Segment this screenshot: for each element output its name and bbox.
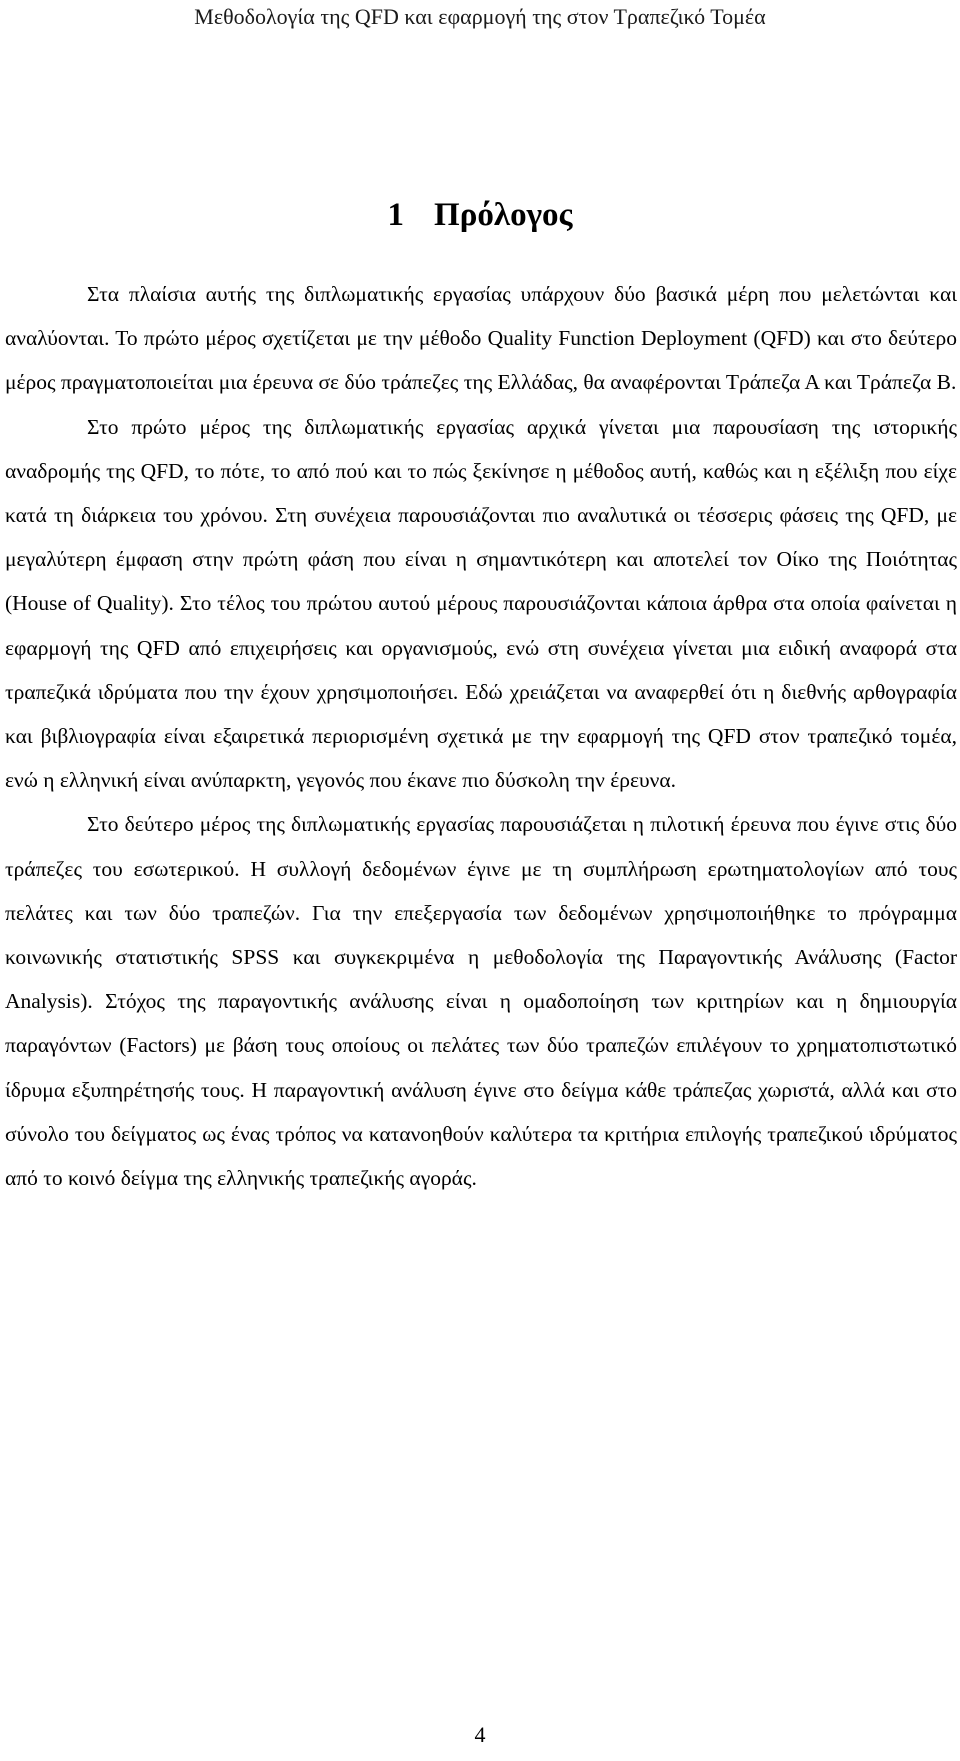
- running-header-title: Μεθοδολογία της QFD και εφαρμογή της στον Τραπεζικό Τομέα: [194, 4, 766, 29]
- chapter-title-text: Πρόλογος: [434, 197, 573, 233]
- paragraph-intro: Στα πλαίσια αυτής της διπλωματικής εργασίας υπάρχουν δύο βασικά μέρη που μελετώνται και αναλύονται. Το πρώτο μέρος σχετίζεται με την μέθοδο Quality Function Deployment (QFD) και στο δεύτερο μέρος πραγματοποιείται μια έρευνα σε δύο τράπεζες της Ελλάδας, θα αναφέρονται Τράπεζα Α και Τράπεζα Β.: [5, 282, 957, 395]
- chapter-title: [0, 193, 960, 237]
- page-number: [0, 1720, 960, 1750]
- chapter-number: 1: [387, 197, 405, 233]
- paragraph-part-one: Στο πρώτο μέρος της διπλωματικής εργασίας αρχικά γίνεται μια παρουσίαση της ιστορικής αναδρομής της QFD, το πότε, το από πού και το πώς ξεκίνησε η μέθοδος αυτή, καθώς και η εξέλιξη που είχε κατά τη διάρκεια του χρόνου. Στη συνέχεια παρουσιάζονται πιο αναλυτικά οι τέσσερις φάσεις της QFD, με μεγαλύτερη έμφαση στην πρώτη φάση που είναι η σημαντικότερη και αποτελεί τον Οίκο της Ποιότητας (House of Quality). Στο τέλος του πρώτου αυτού μέρους παρουσιάζονται κάποια άρθρα στα οποία φαίνεται η εφαρμογή της QFD από επιχειρήσεις και οργανισμούς, ενώ στη συνέχεια γίνεται μια ειδική αναφορά στα τραπεζικά ιδρύματα που την έχουν χρησιμοποιήσει. Εδώ χρειάζεται να αναφερθεί ότι η διεθνής αρθογραφία και βιβλιογραφία είναι εξαιρετικά περιορισμένη σχετικά με την εφαρμογή της QFD στον τραπεζικό τομέα, ενώ η ελληνική είναι ανύπαρκτη, γεγονός που έκανε πιο δύσκολη την έρευνα.: [5, 414, 957, 793]
- running-header: [0, 2, 960, 32]
- page-number-text: 4: [474, 1722, 486, 1747]
- paragraph-part-two: Στο δεύτερο μέρος της διπλωματικής εργασίας παρουσιάζεται η πιλοτική έρευνα που έγινε στις δύο τράπεζες του εσωτερικού. Η συλλογή δεδομένων έγινε με τη συμπλήρωση ερωτηματολογίων από τους πελάτες και των δύο τραπεζών. Για την επεξεργασία των δεδομένων χρησιμοποιήθηκε το πρόγραμμα κοινωνικής στατιστικής SPSS και συγκεκριμένα η μεθοδολογία της Παραγοντικής Ανάλυσης (Factor Analysis). Στόχος της παραγοντικής ανάλυσης είναι η ομαδοποίηση των κριτηρίων και η δημιουργία παραγόντων (Factors) με βάση τους οποίους οι πελάτες των δύο τραπεζών επιλέγουν το χρηματοπιστωτικό ίδρυμα εξυπηρέτησής τους. Η παραγοντική ανάλυση έγινε στο δείγμα κάθε τράπεζας χωριστά, αλλά και στο σύνολο του δείγματος ως ένας τρόπος να κατανοηθούν καλύτερα τα κριτήρια επιλογής τραπεζικού ιδρύματος από το κοινό δείγμα της ελληνικής τραπεζικής αγοράς.: [5, 812, 957, 1191]
- body-text: [5, 272, 957, 1200]
